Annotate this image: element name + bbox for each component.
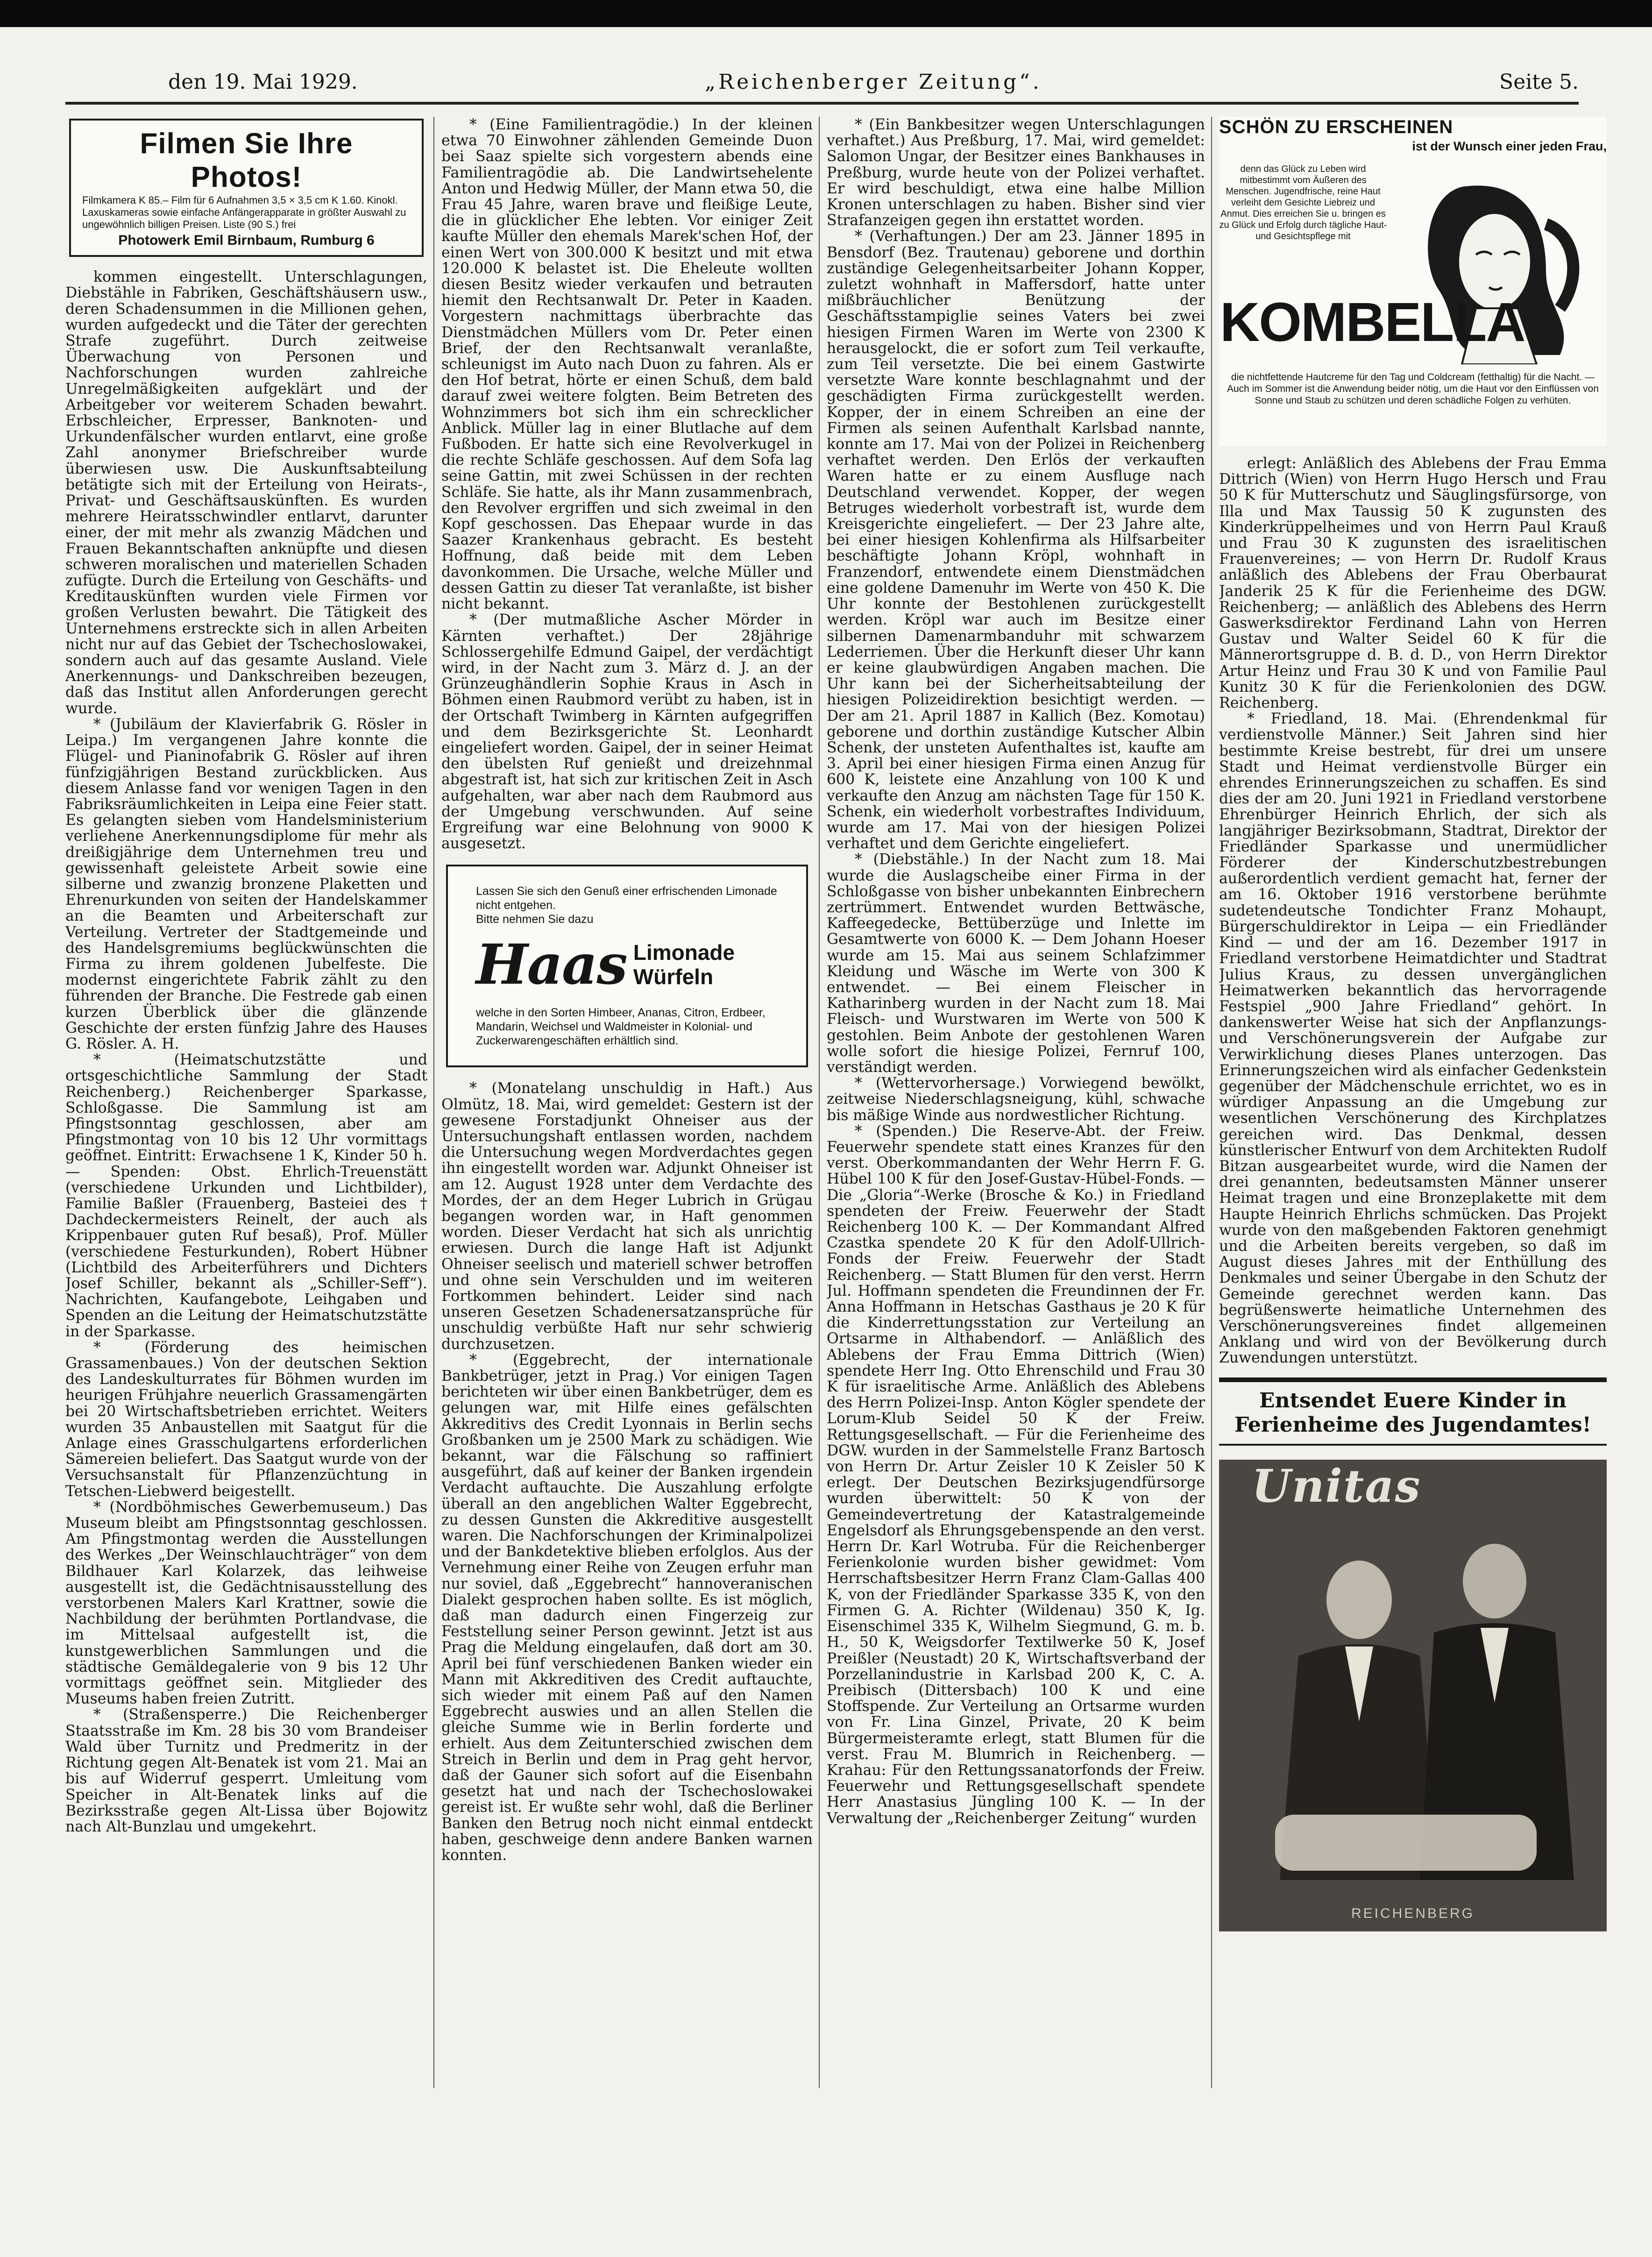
article-paragraph: * (Eggebrecht, der internationale Bankbetrüger, jetzt in Prag.) Vor einigen Tagen berichteten wir über einen Bankbetrüger, dem es gelungen war, mit Hilfe eines gefälschten Akkreditivs des Credit Lyonnais in Berlin sechs Großbanken um je 2500 Mark zu schädigen. Wie bekannt, war die Fälschung so raffiniert ausgeführt, daß auf keiner der Banken irgendein Verdacht auftauchte. Die Auszahlung erfolgte überall an den angeblichen Walter Eggebrecht, zu dessen Gunsten die Akkreditive ausgestellt waren. Die Nachforschungen der Kriminalpolizei und der Bankdetektive blieben erfolglos. Aus der Vernehmung einer Reihe von Zeugen erfuhr man nur soviel, daß „Eggebrecht“ hannoveranischen Dialekt gesprochen haben sollte. Es ist möglich, daß man dadurch einen Fingerzeig zur Feststellung seiner Person gewinnt. Jetzt ist aus Prag die Meldung eingelaufen, daß dort am 30. April bei fünf verschiedenen Banken wieder ein Mann mit Akkreditiven des Credit auftauchte, sich wieder mit einem Paß auf den Namen Eggebrecht auswies und an allen Stellen die gleiche Summe wie in Berlin forderte und erhielt. Aus dem Zeitunterschied zwischen dem Streich in Berlin und dem in Prag geht hervor, daß der Gauner sich sofort auf die Eisenbahn gesetzt hat und nach der Tschechoslowakei gereist ist. Er wußte sehr wohl, daß die Berliner Banken den Betrug noch nicht einmal entdeckt haben, geschweige denn andere Banken warnen konnten. [441,1351,813,1864]
header-rule [65,102,1579,105]
ad-photo-shop: Photowerk Emil Birnbaum, Rumburg 6 [118,233,375,248]
poster-title: Unitas [1252,1459,1421,1512]
article-paragraph: erlegt: Anläßlich des Ablebens der Frau Emma Dittrich (Wien) von Herrn Hugo Hersch und Frau 50 K für Mutterschutz und Säuglingsfürsorge, von Illa und Max Taussig 50 K zugunsten des Kinderkrüppelheimes und von Herrn Paul Krauß und Frau 30 K zugunsten des israelitischen Frauenvereines; — von Herrn Dr. Rudolf Kraus anläßlich des Ablebens der Frau Oberbaurat Janderik 25 K für die Ferienheime des DGW. Reichenberg; — anläßlich des Ablebens des Herrn Gaswerksdirektor Ferdinand Lahn von Herren Gustav und Walter Seidel 60 K für die Männerortsgruppe d. B. d. D., von Herrn Direktor Artur Heinz und Frau 30 K und von Familie Paul Kunitz 30 K für die Ferienkolonien des DGW. Reichenberg. [1219,455,1607,712]
column-2 [441,117,813,2088]
column-1 [65,117,427,2088]
ad-photo-headline: Filmen Sie Ihre Photos! [140,128,353,193]
ferienheim-banner: Entsendet Euere Kinder in Ferienheime des Jugendamtes! [1219,1377,1607,1446]
article-paragraph: * (Heimatschutzstätte und ortsgeschichtliche Sammlung der Stadt Reichenberg.) Reichenberger Sparkasse, Schloßgasse. Die Sammlung ist am Pfingstsonntag geschlossen, aber am Pfingstmontag von 10 bis 12 Uhr vormittags geöffnet. Eintritt: Erwachsene 1 K, Kinder 50 h. — Spenden: Obst. Ehrlich-Treuenstätt (verschiedene Urkunden und Lichtbilder), Familie Baßler (Frauenberg, Basteiei des † Dachdeckermeisters Reinelt, der auch als Krippenbauer guten Ruf besaß), Prof. Müller (verschiedene Festurkunden), Robert Hübner (Lichtbild des Arbeiterführers und Dichters Josef Schiller, bekannt als „Schiller-Seff“). Nachrichten, Kaufangebote, Leihgaben und Spenden an die Leitung der Heimatschutzstätte in der Sparkasse. [65,1051,427,1340]
ad-haas-product: Limonade Würfeln [633,940,735,989]
column-3 [827,117,1205,2088]
article-paragraph: * (Verhaftungen.) Der am 23. Jänner 1895 in Bensdorf (Bez. Trautenau) geborene und dorthin zuständige Gelegenheitsarbeiter Johann Kopper, zuletzt wohnhaft in Maffersdorf, hatte unter mißbräuchlicher Benützung der Geschäftsstampiglie seines Vaters bei zwei hiesigen Firmen Waren im Werte von 2300 K herausgelockt, die er sofort zum Teil verkaufte, zum Teil versetzte. Die bei einem Gastwirte versetzte Ware konnte beschlagnahmt und der geschädigten Firma zurückgestellt werden. Kopper, der in einem Schreiben an eine der Firmen als seinen Aufenthalt Karlsbad nannte, konnte am 17. Mai von der Polizei in Reichenberg verhaftet werden. Den Erlös der verkauften Waren hatte er zu einem Ausfluge nach Deutschland verwendet. Kopper, der wegen Betruges wiederholt vorbestraft ist, wurde dem Kreisgerichte eingeliefert. — Der 23 Jahre alte, bei einer hiesigen Kohlenfirma als Hilfsarbeiter beschäftigte Johann Kröpl, wohnhaft in Franzendorf, entwendete einem Dienstmädchen eine goldene Damenuhr im Werte von 450 K. Die Uhr konnte der Bestohlenen zurückgestellt werden. Kröpl war auch im Besitze einer silbernen Damenarmbanduhr mit schwarzem Lederriemen. Über die Herkunft dieser Uhr kann er keine glaubwürdigen Angaben machen. Die Uhr kann bei der Sicherheitsabteilung der hiesigen Polizeidirektion besichtigt werden. — Der am 21. April 1887 in Kallich (Bez. Komotau) geborene und dorthin zuständige Kutscher Albin Schenk, der unsteten Aufenthaltes ist, kaufte am 3. April bei einer hiesigen Firma einen Anzug für 600 K, leistete eine Anzahlung von 100 K und verkaufte den Anzug am nächsten Tage für 150 K. Schenk, ein wiederholt vorbestraftes Individuum, wurde am 17. Mai von der hiesigen Polizei verhaftet und dem Gerichte eingeliefert. [827,228,1205,852]
ad-kombella-foot: die nichtfettende Hautcreme für den Tag und Coldcream (fetthaltig) für die Nacht. — Auch im Sommer ist die Anwendung beider nötig, um die Haut vor den Einflüssen von Sonne und Staub zu schützen und deren schädliche Folgen zu verhüten. [1227,372,1599,406]
column-divider [433,117,434,2088]
ad-photo [69,119,424,257]
article-paragraph: * Friedland, 18. Mai. (Ehrendenkmal für verdienstvolle Männer.) Seit Jahren sind hier bestimmte Kreise bestrebt, für drei um unsere Stadt und Heimat verdienstvolle Bürger ein ehrendes Erinnerungszeichen zu schaffen. Es sind dies der am 20. Juni 1921 in Friedland verstorbene Ehrenbürger Heinrich Ehrlich, der sich als langjähriger Bezirksobmann, Stadtrat, Direktor der Friedländer Sparkasse und unermüdlicher Förderer der Kinderschutzbestrebungen außerordentlich verdient gemacht hat, ferner der am 16. Oktober 1916 verstorbene berühmte sudetendeutsche Tondichter Franz Mohaupt, Bürgerschuldirektor in Leipa — ein Friedländer Kind — und der am 16. Dezember 1917 in Friedland verstorbene Heimatdichter und Stadtrat Julius Kraus, zu dessen unvergänglichen Heimatwerken bekanntlich das hervorragende Festspiel „900 Jahre Friedland“ gehört. In dankenswerter Weise hat sich der Anpflanzungs- und Verschönerungsverein der Aufgabe zur Verwirklichung dieses Planes unterzogen. Das Erinnerungszeichen wird als einfacher Gedenkstein gegenüber der Mädchenschule errichtet, wo es in würdiger Anpassung an die Umgebung zur wesentlichen Verschönerung des Kirchplatzes gereichen wird. Das Denkmal, dessen künstlerischer Entwurf von dem Architekten Rudolf Bitzan ausgearbeitet wurde, wird die Namen der drei genannten, bedeutsamsten Männer unserer Heimat tragen und eine Bronzeplakette mit dem Haupte Heinrich Ehrlichs schmücken. Das Projekt wurde von den maßgebenden Faktoren genehmigt und die Arbeiten bereits vergeben, so daß im August dieses Jahres mit der Enthüllung des Denkmales und seiner Übergabe in den Schutz der Gemeinde gerechnet werden kann. Das begrüßenswerte heimatliche Unternehmen des Verschönerungsvereines findet allgemeinen Anklang und wird von der Bevölkerung durch Zuwendungen unterstützt. [1219,710,1607,1367]
article-paragraph: * (Nordböhmisches Gewerbemuseum.) Das Museum bleibt am Pfingstsonntag geschlossen. Am Pfingstmontag werden die Ausstellungen des Werkes „Der Weinschlauchträger“ von dem Bildhauer Karl Kolarzek, das leihweise ausgestellt ist, die Gedächtnisausstellung des verstorbenen Malers Karl Krattner, sowie die Nachbildung der berühmten Portlandvase, die im Mittelsaal aufgestellt ist, die kunstgewerblichen Sammlungen und die städtische Gemäldegalerie von 9 bis 12 Uhr vormittags geöffnet sein. Mitglieder des Museums haben freien Zutritt. [65,1498,427,1708]
header-newspaper-title: „Reichenberger Zeitung“. [705,70,1042,94]
column-divider [1211,117,1212,2088]
ad-kombella-subhead: ist der Wunsch einer jeden Frau, [1412,139,1607,153]
ad-kombella [1219,117,1607,446]
ad-haas-brand-block [476,932,778,997]
ad-haas-limonade [446,865,808,1067]
ad-kombella-head: SCHÖN ZU ERSCHEINEN [1219,117,1453,137]
article-paragraph: * (Straßensperre.) Die Reichenberger Staatsstraße im Km. 28 bis 30 vom Brandeiser Wald über Turnitz und Predmeritz in der Richtung gegen Alt-Benatek ist vom 21. Mai an bis auf Widerruf gesperrt. Umleitung vom Speicher in Alt-Benatek links auf die Bezirksstraße gegen Alt-Lissa über Bojowitz nach Alt-Bunzlau und umgekehrt. [65,1706,427,1835]
ad-haas-line2: Bitte nehmen Sie dazu [476,913,594,926]
article-paragraph: * (Wettervorhersage.) Vorwiegend bewölkt, zeitweise Niederschlagsneigung, kühl, schwache bis mäßige Winde aus nordwestlicher Richtung. [827,1075,1205,1124]
article-paragraph: * (Jubiläum der Klavierfabrik G. Rösler in Leipa.) Im vergangenen Jahre konnte die Flügel- und Pianinofabrik G. Rösler auf ihren fünfzigjährigen Bestand zurückblicken. Aus diesem Anlasse fand vor wenigen Tagen in den Fabriksräumlichkeiten in Leipa eine Feier statt. Es gelangten sieben vom Handelsministerium verliehene Anerkennungsdiplome für mehr als dreißigjährige dem Unternehmen treu und gewissenhaft geleistete Arbeit sowie eine silberne und zwanzig bronzene Plaketten und Ehrenurkunden von seiten der Handelskammer an die Beamten und Arbeiterschaft zur Verteilung. Vertreter der Stadtgemeinde und des Handelsgremiums beglückwünschten die Firma zu ihrem goldenen Jubelfeste. Die modernst eingerichtete Fabrik zählt zu den führenden der Branche. Die Festrede gab einen kurzen Überblick über die glänzende Geschichte der ersten fünfzig Jahre des Hauses G. Rösler. A. H. [65,716,427,1052]
ad-haas-line1: Lassen Sie sich den Genuß einer erfrischenden Limonade nicht entgehen. [476,885,777,912]
ad-kombella-body: denn das Glück zu Leben wird mitbestimmt vom Äußeren des Menschen. Jugendfrische, reine Haut verleiht dem Gesichte Liebreiz und Anmut. Dies erreichen Sie u. bringen es zu Glück und Erfolg durch tägliche Haut- und Gesichtspflege mit [1219,164,1387,241]
header-date: den 19. Mai 1929. [168,70,358,94]
two-men-photo-illustration [1219,1460,1607,1931]
article-paragraph: * (Monatelang unschuldig in Haft.) Aus Olmütz, 18. Mai, wird gemeldet: Gestern ist der gewesene Forstadjunkt Ohneiser aus der Untersuchungshaft entlassen worden, nachdem die Untersuchung wegen Mordverdachtes gegen ihn eingestellt worden war. Adjunkt Ohneiser ist am 12. August 1928 unter dem Verdachte des Mordes, der an dem Heger Lubrich in Grügau begangen worden war, in Haft genommen worden. Dieser Verdacht hat sich als unrichtig erwiesen. Durch die lange Haft ist Adjunkt Ohneiser seelisch und materiell schwer betroffen und ohne sein Verschulden und im weiteren Fortkommen behindert. Leider sind nach unseren Gesetzen Schadenersatzansprüche für unschuldig verbüßte Haft nur sehr schwierig durchzusetzen. [441,1080,813,1353]
article-paragraph: * (Ein Bankbesitzer wegen Unterschlagungen verhaftet.) Aus Preßburg, 17. Mai, wird gemeldet: Salomon Ungar, der Besitzer eines Bankhauses in Preßburg, wurde heute von der Polizei verhaftet. Er wird beschuldigt, etwa eine halbe Million Kronen unterschlagen zu haben. Bisher sind vier Strafanzeigen gegen ihn erstattet worden. [827,117,1205,229]
ad-photo-text: Filmkamera K 85.– Film für 6 Aufnahmen 3,5 × 3,5 cm K 1.60. Kinokl. Laxuskameras sowie einfache Anfängerapparate in größter Auswahl zu ungewöhnlich billigen Preisen. Liste (90 S.) frei [82,194,406,230]
article-paragraph: * (Spenden.) Die Reserve-Abt. der Freiw. Feuerwehr spendete statt eines Kranzes für den verst. Oberkommandanten der Wehr Herrn F. G. Hübel 100 K für den Josef-Gustav-Hübel-Fonds. — Die „Gloria“-Werke (Brosche & Ko.) in Friedland spendeten der Freiw. Feuerwehr der Stadt Reichenberg 100 K. — Der Kommandant Alfred Czastka spendete 20 K für den Adolf-Ullrich-Fonds der Freiw. Feuerwehr der Stadt Reichenberg. — Statt Blumen für den verst. Herrn Jul. Hoffmann spendeten die Freundinnen der Fr. Anna Hoffmann in Hetschas Gasthaus je 20 K für die Kinderrettungsstation zur Verteilung an Ortsarme in Althabendorf. — Anläßlich des Ablebens der Frau Emma Dittrich (Wien) spendete Herr Ing. Otto Ehrenschild und Frau 30 K für israelitische Arme. Anläßlich des Ablebens des Herrn Polizei-Insp. Anton Kögler spendete der Lorum-Klub Seidel 50 K der Freiw. Rettungsgesellschaft. — Für die Ferienheime des DGW. wurden in der Sammelstelle Franz Bartosch von Herrn Dr. Artur Zeisler 10 K Zeisler 50 K erlegt. Der Deutschen Bezirksjugendfürsorge wurden überwittelt: 50 K von der Gemeindevertretung der Katastralgemeinde Engelsdorf als Ehrungsgebenspende an den verst. Herrn Dr. Karl Wotruba. Für die Reichenberger Ferienkolonie wurden bisher gewidmet: Vom Herrschaftsbesitzer Herrn Franz Clam-Gallas 400 K, von der Friedländer Sparkasse 335 K, von den Firmen G. A. Richter (Wildenau) 350 K, Ig. Eisenschimel 335 K, Wilhelm Siegmund, G. m. b. H., 50 K, Weigsdorfer Textilwerke 50 K, Josef Preißler (Neustadt) 20 K, Wirtschaftsverband der Porzellanindustrie in Karlsbad 200 K, C. A. Preibisch (Dittersbach) 100 K und eine Stoffspende. Zur Verteilung an Ortsarme wurden von Fr. Lina Ginzel, Private, 20 K beim Bürgermeisteramte erlegt, statt Blumen für die verst. Frau M. Blumrich in Reichenberg. — Krahau: Für den Rettungssanatorfonds der Freiw. Feuerwehr und Rettungsgesellschaft spendete Herr Anastasius Jüngling 100 K. — In der Verwaltung der „Reichenberger Zeitung“ wurden [827,1122,1205,1827]
article-paragraph: * (Diebstähle.) In der Nacht zum 18. Mai wurde die Auslagscheibe einer Firma in der Schloßgasse von bisher unbekannten Einbrechern zertrümmert. Entwendet wurden Bettwäsche, Kaffeegedecke, Bettüberzüge und Inlette im Gesamtwerte von 6000 K. — Dem Johann Hoeser wurde am 15. Mai aus seinem Schlafzimmer Kleidung und Wäsche im Werte von 300 K entwendet. — Bei einem Fleischer in Katharinberg wurden in der Nacht zum 18. Mai Fleisch- und Wurstwaren im Werte von 500 K gestohlen. Beim Anbote der gestohlenen Waren wolle sofort die hiesige Polizei, Fernruf 100, verständigt werden. [827,851,1205,1076]
article-paragraph: * (Eine Familientragödie.) In der kleinen etwa 70 Einwohner zählenden Gemeinde Duon bei Saaz spielte sich vorgestern abends eine Familientragödie ab. Die Landwirtsehelente Anton und Hedwig Müller, der Mann etwa 50, die Frau 45 Jahre, waren brave und fleißige Leute, die in glücklicher Ehe lebten. Vor einiger Zeit kaufte Müller den ehemals Marek'schen Hof, der einen Wert von 300.000 K besitzt und mit etwa 120.000 K belastet ist. Die Eheleute wollten diesen Besitz wieder verkaufen und betrauten hiemit den Rechtsanwalt Dr. Peter in Kaaden. Vorgestern nachmittags überbrachte das Dienstmädchen Müllers vom Dr. Peter einen Brief, der den Rechtsanwalt veranlaßte, schleunigst im Auto nach Duon zu fahren. Als er den Hof betrat, hörte er einen Schuß, dem bald darauf zwei weitere folgten. Beim Betreten des Wohnzimmers bot sich ihm ein schrecklicher Anblick. Müller lag in einer Blutlache auf dem Fußboden. Er hatte sich eine Revolverkugel in die rechte Schläfe geschossen. Auf dem Sofa lag seine Gattin, mit zwei Schüssen in der rechten Schläfe. Sie hatte, als ihr Mann zusammenbrach, den Revolver ergriffen und sich zweimal in den Kopf geschossen. Das Ehepaar wurde in das Saazer Krankenhaus gebracht. Es besteht Hoffnung, daß beide mit dem Leben davonkommen. Die Ursache, welche Müller und dessen Gattin zu dieser Tat veranlaßte, ist bisher nicht bekannt. [441,117,813,613]
page-header [168,70,1579,98]
article-paragraph: kommen eingestellt. Unterschlagungen, Diebstähle in Fabriken, Geschäftshäusern usw., deren Schadensummen in die Millionen gehen, wurden aufgedeckt und die Täter der gerechten Strafe zugeführt. Durch zeitweise Überwachung von Personen und Nachforschungen wurden zahlreiche Unregelmäßigkeiten aufgeklärt und der Arbeitgeber vor weiterem Schaden bewahrt. Erbschleicher, Erpresser, Banknoten- und Urkundenfälscher wurden entlarvt, eine große Zahl anonymer Briefschreiber wurde überwiesen usw. Die Auskunftsabteilung betätigte sich mit der Erteilung von Heirats-, Privat- und Geschäftsauskünften. Es wurden mehrere Heiratsschwindler entlarvt, darunter einer, der mit mehr als zwanzig Mädchen und Frauen Bekanntschaften anknüpfte und diesen schweren moralischen und materiellen Schaden zufügte. Durch die Erteilung von Geschäfts- und Kreditauskünften wurden viele Firmen vor großen Verlusten bewahrt. Die Tätigkeit des Unternehmens erstreckte sich in allen Arbeiten nicht nur auf das Gebiet der Tschechoslowakei, sondern auch auf das gesamte Ausland. Viele Anerkennungs- und Dankschreiben bezeugen, daß das Institut allen Anforderungen gerecht wurde. [65,269,427,717]
article-paragraph: * (Der mutmaßliche Ascher Mörder in Kärnten verhaftet.) Der 28jährige Schlossergehilfe Edmund Gaipel, der verdächtigt wird, in der Nacht zum 3. März d. J. an der Grünzeughändlerin Sophie Kraus in Asch in Böhmen einen Raubmord verübt zu haben, ist in der Ortschaft Twimberg in Kärnten aufgegriffen und dem Bezirksgerichte St. Leonhardt eingeliefert worden. Gaipel, der in seiner Heimat den übelsten Ruf genießt und dreizehnmal abgestraft ist, hat sich zur kritischen Zeit in Asch aufgehalten, war aber nach dem Raubmord aus der Umgebung verschwunden. Auf seine Ergreifung war eine Belohnung von 9000 K ausgesetzt. [441,611,813,852]
article-paragraph: * (Förderung des heimischen Grassamenbaues.) Von der deutschen Sektion des Landeskulturrates für Böhmen wurden im heurigen Frühjahre neuerlich Grassamengärten bei 20 Wirtschaftsbetrieben errichtet. Weiters wurden 35 Anbaustellen mit Saatgut für die Anlage eines Grasschulgartens erforderlichen Sämereien beliefert. Das Saatgut wurde von der Versuchsanstalt für Pflanzenzüchtung in Tetschen-Liebwerd beigestellt. [65,1339,427,1500]
ad-kombella-brand: KOMBELLA [1220,291,1525,353]
header-page-number: Seite 5. [1499,70,1579,94]
column-divider [819,117,820,2088]
haas-logo: Haas [476,932,627,997]
poster-bottom-text: REICHENBERG [1351,1906,1475,1922]
unitas-photo-ad [1219,1460,1607,1931]
scan-top-border [0,0,1652,27]
ad-haas-description: welche in den Sorten Himbeer, Ananas, Citron, Erdbeer, Mandarin, Weichsel und Waldmeister in Kolonial- und Zuckerwarengeschäften erhältlich sind. [476,1006,766,1048]
column-4 [1219,117,1607,2088]
